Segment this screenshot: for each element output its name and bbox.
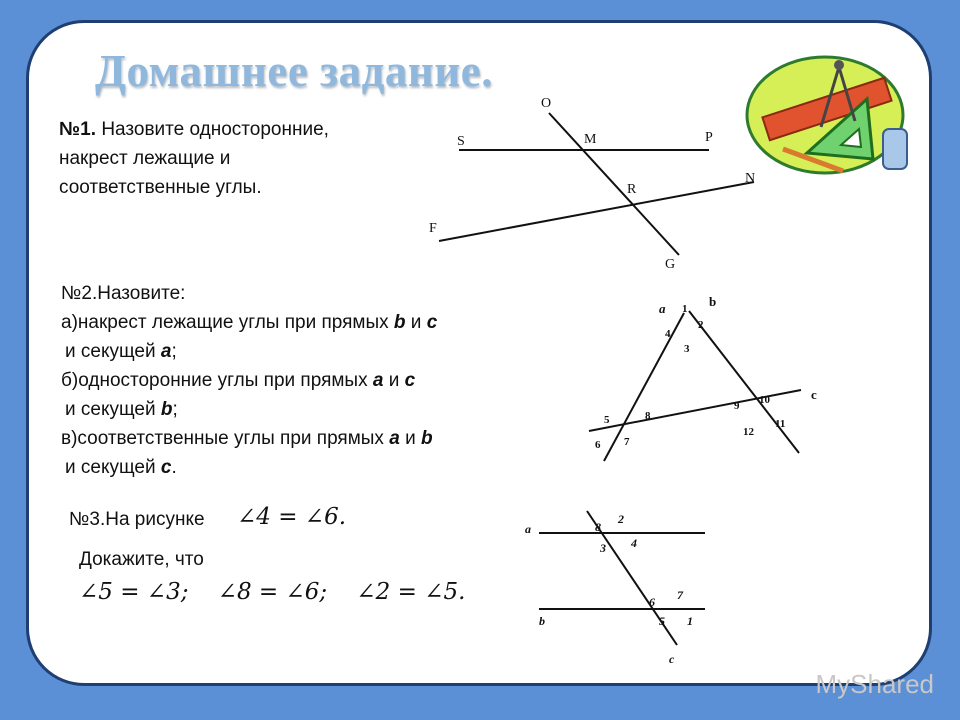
var-b: b	[420, 428, 433, 449]
task2-a-sub-text: и секущей	[65, 341, 156, 362]
angle-1: 1	[687, 614, 693, 628]
label-o: O	[541, 96, 552, 111]
var-b: b	[393, 312, 406, 333]
angle-6: 6	[595, 439, 601, 451]
line-og	[549, 113, 679, 255]
task3-given-formula: ∠4 = ∠6.	[237, 504, 347, 530]
var-c: c	[404, 370, 416, 391]
var-b: b	[160, 399, 173, 420]
task2-a-and: и	[410, 312, 422, 333]
task1-line-1	[59, 115, 329, 144]
task2-b	[61, 366, 437, 395]
claim-2: ∠8 = ∠6;	[217, 579, 328, 605]
label-g: G	[665, 257, 676, 272]
label-m: M	[584, 132, 597, 147]
angle-12: 12	[743, 426, 754, 438]
var-c: c	[426, 312, 438, 333]
task2-intro	[61, 279, 437, 308]
var-a: a	[160, 341, 172, 362]
task1-line-2: накрест лежащие и	[59, 148, 231, 169]
label-c: c	[669, 652, 675, 666]
task2-number: №2	[61, 283, 92, 304]
angle-8: 8	[595, 520, 601, 534]
compass-hinge	[834, 60, 844, 70]
angle-3: 3	[684, 343, 690, 355]
angle-2: 2	[698, 319, 704, 331]
task3-figure	[519, 503, 719, 673]
task1-line-1-text: Назовите односторонние,	[101, 119, 329, 140]
task1-text	[59, 115, 329, 202]
angle-6: 6	[649, 595, 655, 609]
angle-2: 2	[618, 512, 624, 526]
var-c: c	[160, 457, 172, 478]
angle-7: 7	[624, 436, 630, 448]
task2-c-end: .	[171, 457, 177, 478]
watermark: MyShared	[815, 669, 934, 699]
label-f: F	[429, 221, 437, 236]
task3-intro	[69, 505, 205, 534]
label-r: R	[627, 182, 637, 197]
sharpener-icon	[883, 129, 907, 169]
angle-5: 5	[604, 414, 610, 426]
angle-8: 8	[645, 410, 651, 422]
angle-7: 7	[677, 588, 683, 602]
task2-text	[61, 279, 437, 482]
var-a: a	[372, 370, 384, 391]
angle-1: 1	[682, 303, 688, 315]
task2-a-text: а)накрест лежащие углы при прямых	[61, 312, 389, 333]
var-a: a	[389, 428, 400, 449]
label-s: S	[457, 134, 465, 149]
angle-9: 9	[734, 400, 740, 412]
label-a: a	[659, 301, 666, 316]
angle-10: 10	[759, 394, 770, 406]
label-n: N	[745, 171, 756, 186]
task2-a-sub	[61, 337, 437, 366]
label-p: P	[705, 130, 713, 145]
task2-b-sub	[61, 395, 437, 424]
angle-3: 3	[600, 541, 606, 555]
task3-prove: Докажите, что	[79, 549, 204, 570]
task3-claims	[79, 579, 465, 605]
label-a: a	[525, 522, 531, 536]
task2-b-and: и	[388, 370, 400, 391]
page-title: Домашнее задание.	[95, 46, 493, 96]
task2-a	[61, 308, 437, 337]
angle-4: 4	[631, 536, 637, 550]
line-a	[604, 313, 684, 461]
task2-a-end: ;	[171, 341, 177, 362]
line-fn	[439, 182, 754, 241]
label-b: b	[709, 294, 717, 309]
task1-figure	[409, 85, 789, 275]
claim-1: ∠5 = ∠3;	[79, 579, 189, 605]
task2-c	[61, 424, 437, 453]
claim-3: ∠2 = ∠5.	[356, 579, 466, 605]
task2-c-and: и	[405, 428, 416, 449]
task3-intro-text: .На рисунке	[99, 509, 205, 530]
task2-figure	[579, 293, 839, 473]
slide	[26, 20, 932, 686]
task2-b-end: ;	[172, 399, 178, 420]
task3-number: №3	[69, 509, 100, 530]
task2-c-sub-text: и секущей	[65, 457, 156, 478]
task2-c-sub	[61, 453, 437, 482]
task2-c-text: в)соответственные углы при прямых	[61, 428, 384, 449]
task1-number: №1.	[59, 119, 97, 140]
angle-11: 11	[775, 418, 786, 430]
angle-4: 4	[665, 328, 671, 340]
label-b: b	[539, 614, 545, 628]
task1-line-3: соответственные углы.	[59, 177, 262, 198]
task2-b-text: б)односторонние углы при прямых	[61, 370, 368, 391]
label-c: c	[811, 387, 817, 402]
angle-5: 5	[659, 614, 665, 628]
task2-b-sub-text: и секущей	[65, 399, 156, 420]
task2-intro-text: .Назовите:	[91, 283, 186, 304]
